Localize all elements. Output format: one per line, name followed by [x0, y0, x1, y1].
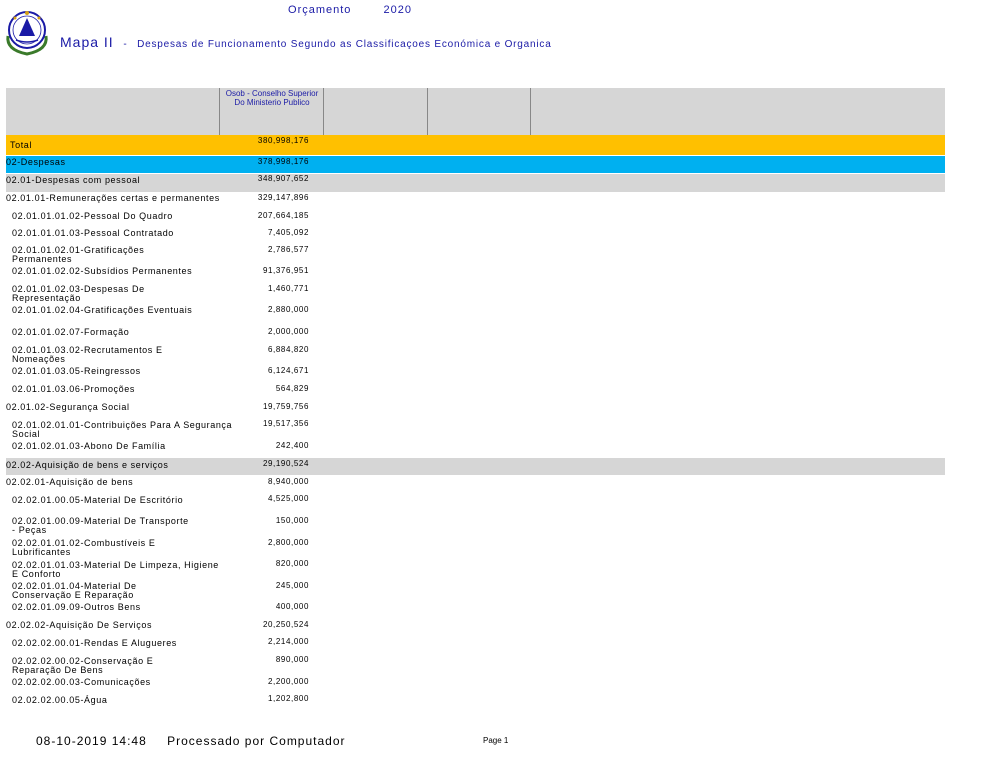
row-value: 29,190,524: [262, 459, 309, 468]
map-label: Mapa II: [60, 34, 114, 50]
row-value-total: 380,998,176: [257, 136, 309, 145]
row-label: 02.02.02.00.05-Água: [12, 695, 108, 705]
row-value: 6,884,820: [268, 345, 309, 354]
despesas-band: [6, 156, 945, 173]
personnel-band: [6, 174, 945, 192]
row-label: 02.01.01-Remunerações certas e permanentes: [6, 194, 220, 203]
footer-datetime: 08-10-2019 14:48: [36, 734, 147, 748]
row-value: 245,000: [275, 581, 309, 590]
row-value: 2,000,000: [268, 327, 309, 336]
row-label: 02.02.01.09.09-Outros Bens: [12, 602, 141, 612]
row-value: 19,517,356: [262, 419, 309, 428]
row-value: 150,000: [275, 516, 309, 525]
row-label: 02.01.01.02.02-Subsídios Permanentes: [12, 266, 193, 276]
budget-heading: [0, 4, 700, 16]
row-label: 02.02.02.00.01-Rendas E Alugueres: [12, 638, 177, 648]
row-label: 02.01.02.01.03-Abono De Família: [12, 441, 166, 451]
row-label: 02.02.01.01.02-Combustíveis E Lubrificantes: [12, 538, 156, 557]
footer-info: [36, 734, 346, 748]
row-value: 2,800,000: [268, 538, 309, 547]
row-label: 02.01.01.01.02-Pessoal Do Quadro: [12, 211, 173, 221]
row-label: 02.02.01.01.03-Material De Limpeza, Higiene E Conforto: [12, 560, 219, 579]
row-value: 1,460,771: [268, 284, 309, 293]
budget-label: Orçamento: [288, 4, 352, 16]
row-label: 02.02.02.00.02-Conservação E Reparação De Bens: [12, 656, 154, 675]
row-value: 19,759,756: [262, 402, 309, 411]
row-value: 207,664,185: [257, 211, 309, 220]
row-label: 02.01.01.03.05-Reingressos: [12, 366, 141, 376]
row-value: 4,525,000: [268, 494, 309, 503]
row-label: 02.01.01.02.07-Formação: [12, 327, 130, 337]
row-value: 2,214,000: [268, 637, 309, 646]
row-value: 20,250,524: [262, 620, 309, 629]
row-label: 02.02.01-Aquisição de bens: [6, 477, 134, 487]
row-value: 2,200,000: [268, 677, 309, 686]
row-value: 1,202,800: [268, 694, 309, 703]
page-number: Page 1: [483, 736, 509, 745]
row-value: 329,147,896: [257, 193, 309, 202]
row-label: 02.02-Aquisição de bens e serviços: [6, 460, 169, 470]
row-value: 820,000: [275, 559, 309, 568]
table-header: [6, 88, 945, 135]
row-label: 02.02.02-Aquisição De Serviços: [6, 620, 153, 630]
column-divider: [530, 88, 531, 135]
row-label: 02.01.01.03.02-Recrutamentos E Nomeações: [12, 345, 163, 364]
map-title: [60, 34, 552, 50]
row-value: 890,000: [275, 655, 309, 664]
column-header-osob: Osob - Conselho Superior Do Ministerio Publico: [225, 89, 319, 107]
row-value: 6,124,671: [268, 366, 309, 375]
row-value: 378,998,176: [257, 157, 309, 166]
row-label: 02.02.02.00.03-Comunicações: [12, 677, 151, 687]
row-value: 2,880,000: [268, 305, 309, 314]
row-value: 7,405,092: [268, 228, 309, 237]
footer-processed: Processado por Computador: [167, 734, 346, 748]
row-label: 02.01.01.03.06-Promoções: [12, 384, 135, 394]
row-value: 91,376,951: [262, 266, 309, 275]
row-label: 02.02.01.00.05-Material De Escritório: [12, 495, 184, 505]
map-subtitle: Despesas de Funcionamento Segundo as Classificaçoes Económica e Organica: [137, 39, 552, 50]
row-label: 02.01.02.01.01-Contribuições Para A Segurança Social: [12, 420, 233, 439]
row-label-total: Total: [10, 140, 33, 150]
row-value: 564,829: [275, 384, 309, 393]
column-divider: [427, 88, 428, 135]
row-value: 8,940,000: [268, 477, 309, 486]
row-label: 02.01.01.01.03-Pessoal Contratado: [12, 228, 174, 238]
coat-of-arms-icon: [4, 6, 50, 56]
row-value: 2,786,577: [268, 245, 309, 254]
row-label: 02.01.01.02.01-Gratificações Permanentes: [12, 245, 145, 264]
row-value: 400,000: [275, 602, 309, 611]
row-label: 02.01-Despesas com pessoal: [6, 175, 141, 185]
row-label: 02.02.01.00.09-Material De Transporte - Peças: [12, 516, 189, 535]
total-band: [6, 135, 945, 155]
row-label: 02.01.02-Segurança Social: [6, 402, 130, 412]
row-label: 02.01.01.02.04-Gratificações Eventuais: [12, 305, 193, 315]
budget-year: 2020: [383, 4, 412, 16]
row-label: 02.02.01.01.04-Material De Conservação E Reparação: [12, 581, 137, 600]
row-value: 348,907,652: [257, 174, 309, 183]
row-value: 242,400: [275, 441, 309, 450]
row-label: 02.01.01.02.03-Despesas De Representação: [12, 284, 145, 303]
map-separator: -: [123, 39, 128, 50]
row-label: 02-Despesas: [6, 157, 66, 167]
